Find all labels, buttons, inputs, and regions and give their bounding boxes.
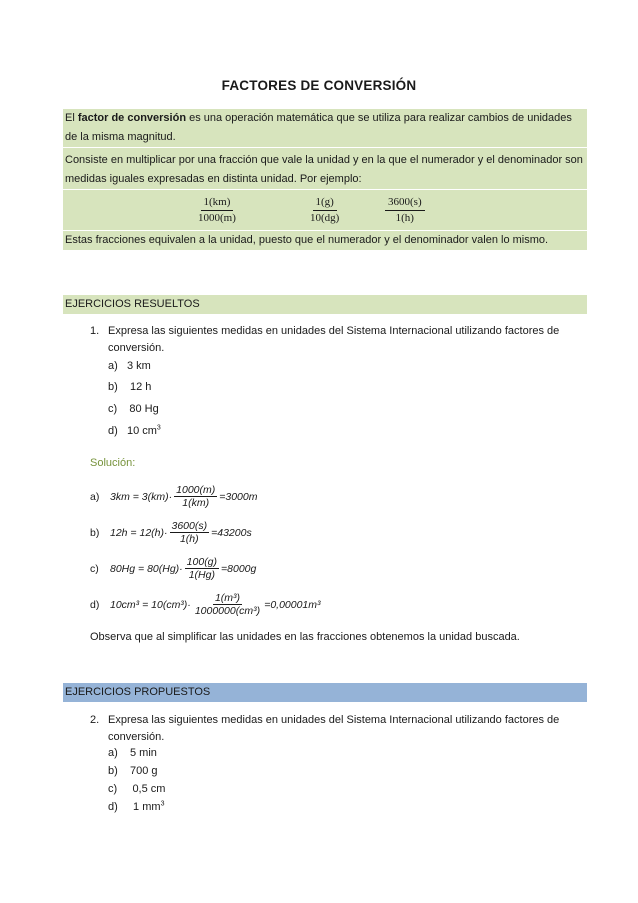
solution-d-num: 1(m³) bbox=[214, 592, 241, 604]
question-1-item-c: c) 80 Hg bbox=[108, 403, 159, 415]
intro-p1-pre: El bbox=[65, 112, 78, 124]
solution-c-num: 100(g) bbox=[186, 556, 218, 568]
question-1-text-line2: conversión. bbox=[108, 342, 165, 354]
solution-d-label: d) bbox=[90, 598, 100, 611]
fraction-s-num: 3600(s) bbox=[385, 196, 425, 211]
fraction-g-num: 1(g) bbox=[313, 196, 337, 211]
intro-paragraph-2: Consiste en multiplicar por una fracción que vale la unidad y en la que el numerador y el denominador son medidas iguales expresadas en distinta unidad. Por ejemplo: bbox=[63, 151, 587, 190]
question-2-number: 2. bbox=[90, 714, 100, 726]
fraction-s-den: 1(h) bbox=[395, 212, 414, 224]
solution-a-num: 1000(m) bbox=[176, 484, 216, 496]
question-2-item-b: b) 700 g bbox=[108, 765, 158, 777]
solution-d-fraction bbox=[193, 592, 262, 617]
question-2-text-line1: Expresa las siguientes medidas en unidades del Sistema Internacional utilizando factores de bbox=[108, 714, 560, 726]
solution-d bbox=[90, 592, 321, 617]
page-title: FACTORES DE CONVERSIÓN bbox=[221, 78, 417, 93]
question-2-item-d bbox=[108, 800, 164, 815]
solution-b-num: 3600(s) bbox=[171, 520, 208, 532]
solution-b bbox=[90, 520, 252, 545]
question-1-text-line1: Expresa las siguientes medidas en unidades del Sistema Internacional utilizando factores de bbox=[108, 325, 560, 337]
solution-b-lhs: 12h = 12(h)· bbox=[110, 526, 168, 539]
solution-d-lhs: 10cm³ = 10(cm³)· bbox=[110, 598, 191, 611]
question-2-text-line2: conversión. bbox=[108, 731, 165, 743]
solution-d-rhs: =0,00001m³ bbox=[264, 598, 321, 611]
solution-b-den: 1(h) bbox=[179, 533, 199, 545]
question-1-item-b: b) 12 h bbox=[108, 381, 152, 393]
question-1-item-d-text: d) 10 cm bbox=[108, 425, 157, 437]
question-1-item-a: a) 3 km bbox=[108, 360, 151, 372]
example-fractions bbox=[63, 190, 587, 231]
fraction-km-den: 1000(m) bbox=[198, 212, 236, 224]
section-heading-resueltos: EJERCICIOS RESUELTOS bbox=[63, 295, 587, 314]
intro-box bbox=[63, 109, 587, 251]
question-2-item-d-text: d) 1 mm bbox=[108, 801, 161, 813]
question-1-number: 1. bbox=[90, 325, 100, 337]
solution-c-lhs: 80Hg = 80(Hg)· bbox=[110, 562, 183, 575]
solution-b-label: b) bbox=[90, 526, 100, 539]
intro-paragraph-1 bbox=[63, 109, 587, 148]
solution-c-den: 1(Hg) bbox=[188, 569, 215, 581]
question-1-item-d bbox=[108, 424, 161, 439]
solution-d-den: 1000000(cm³) bbox=[194, 605, 261, 617]
intro-paragraph-3: Estas fracciones equivalen a la unidad, puesto que el numerador y el denominador valen lo mismo. bbox=[63, 231, 587, 251]
solution-b-fraction bbox=[170, 520, 210, 545]
question-2-item-a: a) 5 min bbox=[108, 747, 157, 759]
fraction-g-den: 10(dg) bbox=[310, 212, 340, 224]
fraction-km bbox=[195, 196, 239, 225]
section-heading-propuestos: EJERCICIOS PROPUESTOS bbox=[63, 683, 587, 702]
solution-a-rhs: =3000m bbox=[219, 490, 258, 503]
fraction-g bbox=[307, 196, 342, 225]
question-2-item-c: c) 0,5 cm bbox=[108, 783, 166, 795]
solution-a-fraction bbox=[174, 484, 217, 509]
solution-b-rhs: =43200s bbox=[211, 526, 252, 539]
resueltos-note: Observa que al simplificar las unidades en las fracciones obtenemos la unidad buscada. bbox=[90, 631, 520, 643]
solution-c bbox=[90, 556, 256, 581]
question-1-item-d-sup: 3 bbox=[156, 424, 161, 432]
fraction-s bbox=[385, 196, 425, 225]
solution-a-lhs: 3km = 3(km)· bbox=[110, 490, 173, 503]
solution-c-rhs: =8000g bbox=[221, 562, 257, 575]
solution-a-label: a) bbox=[90, 490, 100, 503]
solution-a bbox=[90, 484, 258, 509]
intro-p1-bold: factor de conversión bbox=[77, 112, 187, 124]
question-2-item-d-sup: 3 bbox=[160, 800, 165, 808]
solution-c-fraction bbox=[185, 556, 219, 581]
fraction-km-num: 1(km) bbox=[201, 196, 234, 211]
solution-label: Solución: bbox=[90, 457, 136, 469]
intro-p1-post: es una operación matemática que se utiliza para realizar cambios de unidades de la misma magnitud. bbox=[65, 112, 572, 143]
solution-c-label: c) bbox=[90, 562, 99, 575]
solution-a-den: 1(km) bbox=[182, 497, 210, 509]
